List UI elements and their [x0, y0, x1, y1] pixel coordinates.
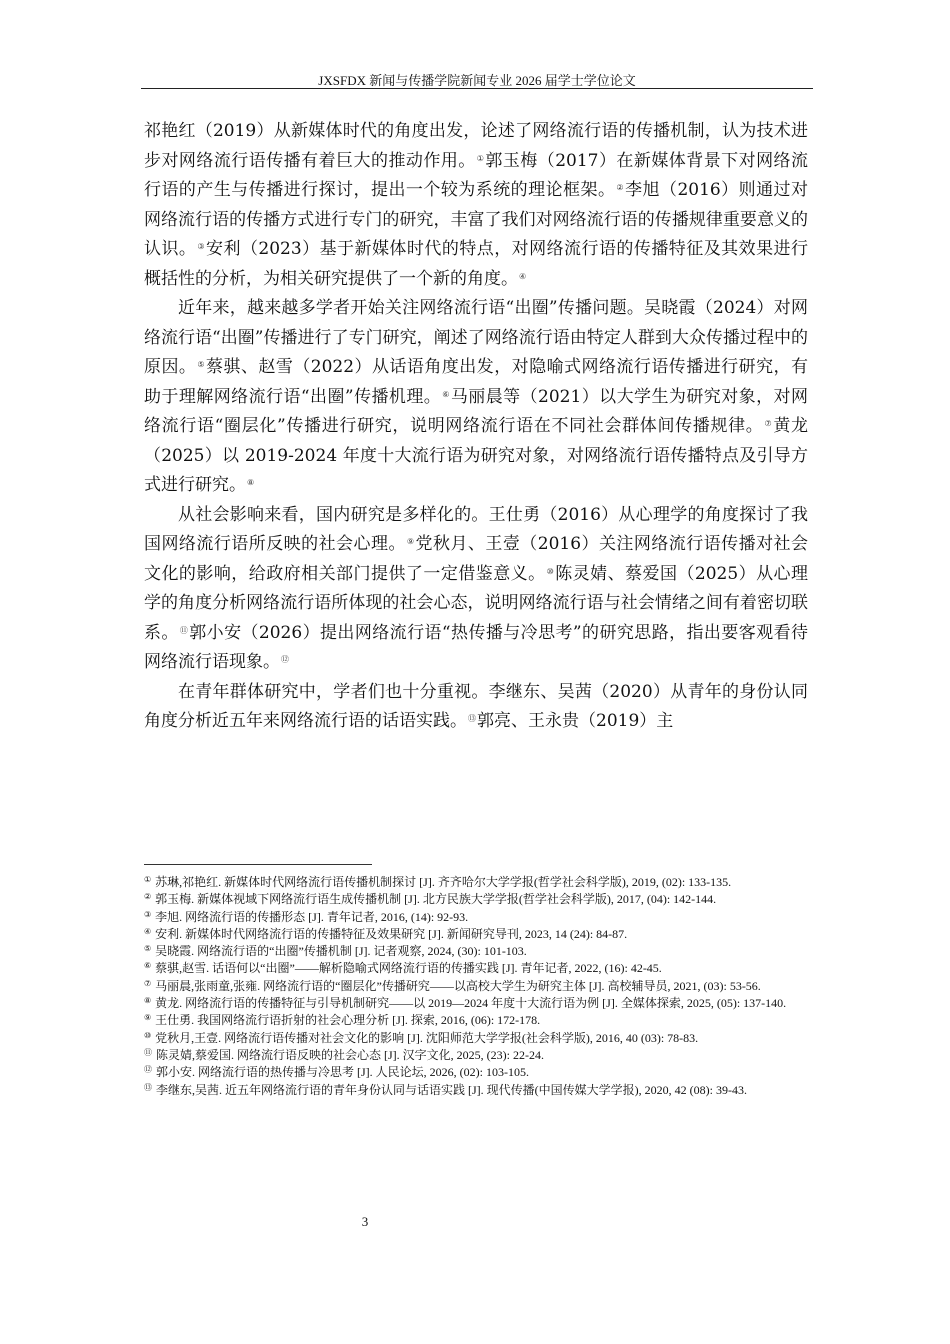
footnote-mark: ④ [144, 926, 152, 936]
text-run: 安利（2023）基于新媒体时代的特点，对网络流行语的传播特征及其效果进行概括性的分析，为相关研究提供了一个新的角度。 [144, 239, 809, 289]
text-run: 黄龙（2025）以 2019-2024 年度十大流行语为研究对象，对网络流行语传播特点及引导方式进行研究。 [144, 416, 808, 495]
footnote-text: 蔡骐,赵雪. 话语何以“出圈”——解析隐喻式网络流行语的传播实践 [J]. 青年记者, 2022, (16): 42-45. [155, 961, 662, 976]
footnote [144, 874, 808, 890]
paragraph [144, 294, 808, 501]
footnote-mark: ② [144, 892, 152, 902]
text-run: 蔡骐、赵雪（2022）从话语角度出发，对隐喻式网络流行语传播进行研究，有助于理解网络流行语“出圈”传播机理。 [144, 357, 809, 407]
footnote-text: 李继东,吴茜. 近五年网络流行语的青年身份认同与话语实践 [J]. 现代传播(中国传媒大学学报), 2020, 42 (08): 39-43. [156, 1082, 747, 1097]
footnote [144, 891, 808, 907]
footnote-mark: ⑪ [144, 1047, 152, 1057]
footnote [144, 926, 808, 942]
footnote-ref[interactable]: ⑪ [179, 625, 189, 635]
text-run: 马丽晨等（2021）以大学生为研究对象，对网络流行语“圈层化”传播进行研究，说明网络流行语在不同社会群体间传播规律。 [144, 386, 808, 436]
footnote-ref[interactable]: ① [476, 153, 485, 163]
footnote-text: 党秋月,王壹. 网络流行语传播对社会文化的影响 [J]. 沈阳师范大学学报(社会科学版), 2016, 40 (03): 78-83. [155, 1030, 699, 1045]
footnote-ref[interactable]: ④ [519, 271, 527, 281]
footnote-text: 郭小安. 网络流行语的热传播与冷思考 [J]. 人民论坛, 2026, (02): 103-105. [156, 1065, 529, 1080]
footnote-mark: ⑩ [144, 1030, 152, 1040]
footnote [144, 943, 808, 959]
footnote-text: 李旭. 网络流行语的传播形态 [J]. 青年记者, 2016, (14): 92-93. [155, 909, 469, 924]
footnote-ref[interactable]: ⑥ [442, 389, 450, 399]
footnotes [144, 874, 808, 1099]
text-run: 郭玉梅（2017）在新媒体背景下对网络流行语的产生与传播进行探讨，提出一个较为系统的理论框架。 [144, 150, 809, 200]
footnote-text: 苏琳,祁艳红. 新媒体时代网络流行语传播机制探讨 [J]. 齐齐哈尔大学学报(哲学社会科学版), 2019, (02): 133-135. [155, 875, 732, 889]
footnote-text: 王仕勇. 我国网络流行语折射的社会心理分析 [J]. 探索, 2016, (06): 172-178. [155, 1013, 541, 1028]
page-number: 3 [361, 1214, 369, 1229]
footnote-text: 陈灵婧,蔡爱国. 网络流行语反映的社会心态 [J]. 汉字文化, 2025, (23): 22-24. [156, 1047, 544, 1062]
text-run: 在青年群体研究中，学者们也十分重视。李继东、吴茜（2020）从青年的身份认同角度分析近五年来网络流行语的话语实践。 [144, 681, 808, 731]
footnote-mark: ⑥ [144, 961, 152, 971]
footnote-mark: ⑬ [144, 1082, 152, 1092]
footnote-mark: ⑫ [144, 1065, 152, 1075]
paragraph [144, 678, 808, 737]
footnote-mark: ③ [144, 909, 152, 919]
footnote-ref[interactable]: ⑬ [468, 714, 476, 723]
footnote-mark: ⑤ [144, 944, 152, 954]
footnote-text: 黄龙. 网络流行语的传播特征与引导机制研究——以 2019—2024 年度十大流行语为例 [J]. 全媒体探索, 2025, (05): 137-140. [155, 996, 787, 1011]
footnote-ref[interactable]: ② [616, 183, 625, 192]
header-rule [141, 88, 813, 89]
footnote-rule [144, 864, 372, 865]
footnote-text: 马丽晨,张雨童,张雍. 网络流行语的“圈层化”传播研究——以高校大学生为研究主体 [J]. 高校辅导员, 2021, (03): 53-56. [155, 978, 761, 993]
footnote [144, 1047, 808, 1063]
footnote [144, 960, 808, 976]
footnote-ref[interactable]: ⑦ [764, 419, 773, 428]
footnote-ref[interactable]: ⑤ [197, 360, 206, 369]
text-run: 陈灵婧、蔡爱国（2025）从心理学的角度分析网络流行语所体现的社会心态，说明网络流行语与社会情绪之间有着密切联系。 [144, 563, 809, 643]
body-text [144, 117, 808, 737]
text-run: 近年来，越来越多学者开始关注网络流行语“出圈”传播问题。吴晓霞（2024）对网络流行语“出圈”传播进行了专门研究，阐述了网络流行语由特定人群到大众传播过程中的原因。 [144, 298, 808, 377]
footnote-mark: ⑦ [144, 978, 152, 988]
text-run: 李旭（2016）则通过对网络流行语的传播方式进行专门的研究，丰富了我们对网络流行语的传播规律重要意义的认识。 [144, 180, 809, 259]
footnote [144, 995, 808, 1011]
paragraph [144, 501, 808, 678]
text-run: 郭亮、王永贵（2019）主 [477, 711, 674, 731]
footnote [144, 1012, 808, 1028]
footnote-ref[interactable]: ③ [197, 242, 206, 251]
footnote-mark: ⑨ [144, 1013, 152, 1023]
footnote-text: 吴晓霞. 网络流行语的“出圈”传播机制 [J]. 记者观察, 2024, (30): 101-103. [155, 944, 527, 959]
footnote [144, 1082, 808, 1098]
footnote-text: 郭玉梅. 新媒体视域下网络流行语生成传播机制 [J]. 北方民族大学学报(哲学社会科学版), 2017, (04): 142-144. [155, 892, 717, 907]
footnote [144, 1030, 808, 1046]
footnote-ref[interactable]: ⑧ [247, 478, 255, 487]
page-header: JXSFDX 新闻与传播学院新闻专业 2026 届学士学位论文 [318, 73, 636, 88]
footnote-mark: ⑧ [144, 996, 152, 1006]
footnote-ref[interactable]: ⑨ [406, 537, 415, 546]
text-run: 党秋月、王壹（2016）关注网络流行语传播对社会文化的影响，给政府相关部门提供了一定借鉴意义。 [144, 534, 809, 584]
footnote [144, 909, 808, 925]
text-run: 祁艳红（2019）从新媒体时代的角度出发，论述了网络流行语的传播机制，认为技术进步对网络流行语传播有着巨大的推动作用。 [144, 121, 808, 171]
footnote-text: 安利. 新媒体时代网络流行语的传播特征及效果研究 [J]. 新闻研究导刊, 2023, 14 (24): 84-87. [155, 926, 628, 941]
paragraph [144, 117, 808, 294]
footnote-mark: ① [144, 875, 152, 884]
footnote-ref[interactable]: ⑫ [281, 655, 289, 664]
footnote [144, 1064, 808, 1080]
text-run: 郭小安（2026）提出网络流行语“热传播与冷思考”的研究思路，指出要客观看待网络流行语现象。 [144, 622, 809, 672]
text-run: 从社会影响来看，国内研究是多样化的。王仕勇（2016）从心理学的角度探讨了我国网络流行语所反映的社会心理。 [144, 504, 808, 554]
footnote-ref[interactable]: ⑩ [546, 566, 555, 576]
footnote [144, 978, 808, 994]
